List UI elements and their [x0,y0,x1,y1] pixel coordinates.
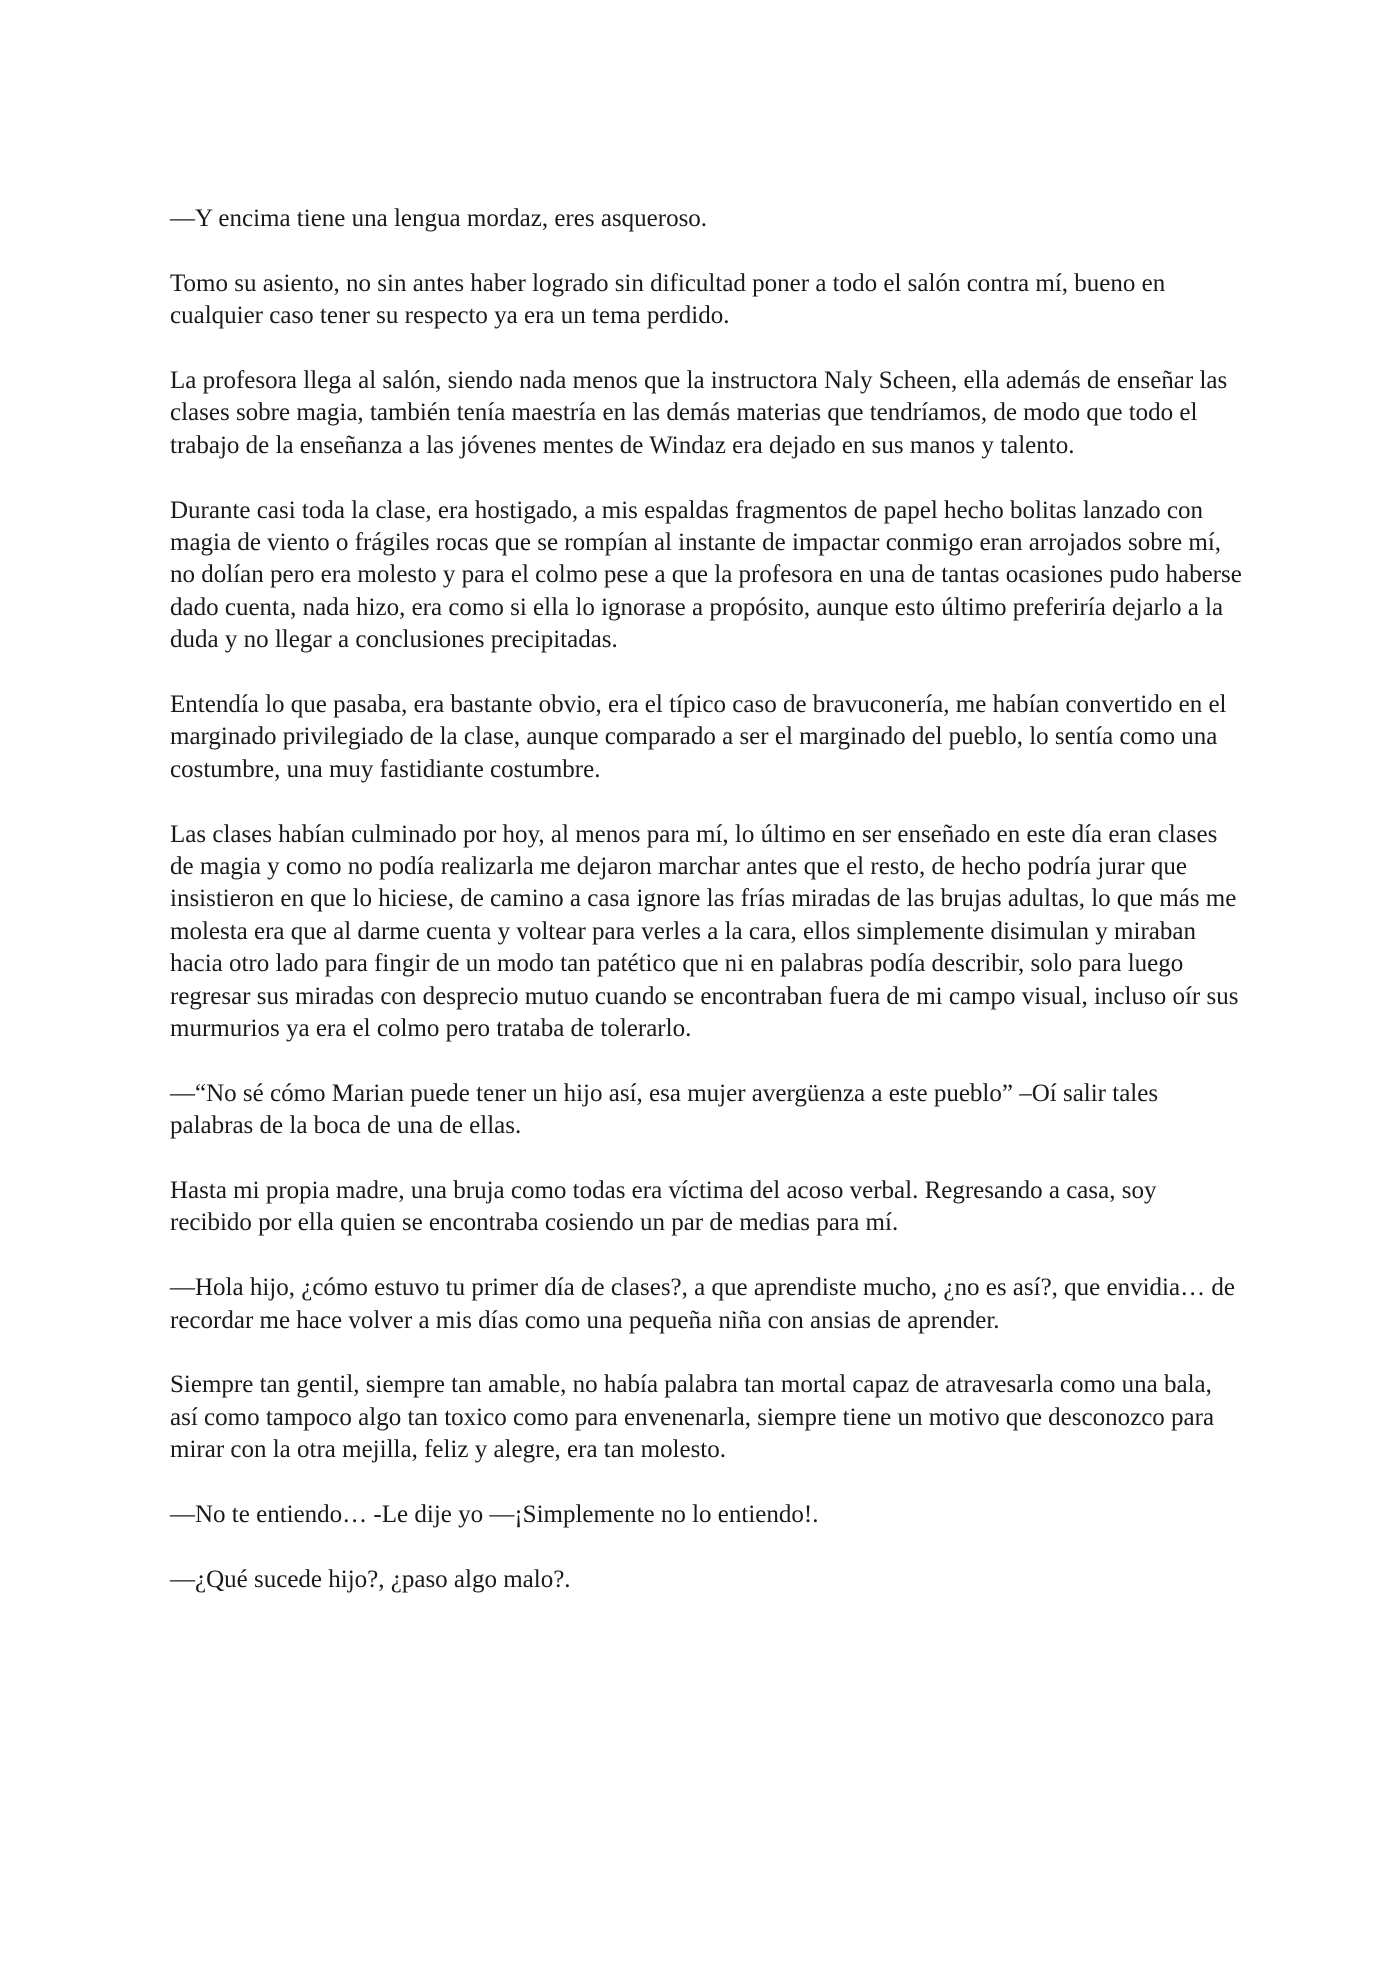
paragraph-mother-greeting: —Hola hijo, ¿cómo estuvo tu primer día de clases?, a que aprendiste mucho, ¿no es así?, que envidia… de recordar me hace volver a mis días como una pequeña niña con ansias de aprender. [170,1274,1235,1334]
paragraph-dialogue-confusion: —No te entiendo… -Le dije yo —¡Simplemente no lo entiendo!. [170,1501,819,1529]
paragraph-mother-kindness: Siempre tan gentil, siempre tan amable, no había palabra tan mortal capaz de atravesarla como una bala, así como tampoco algo tan toxico como para envenenarla, siempre tiene un motivo que desconozco para mirar con la otra mejilla, feliz y alegre, era tan molesto. [170,1371,1215,1464]
paragraph-teacher-arrives: La profesora llega al salón, siendo nada menos que la instructora Naly Scheen, ella además de enseñar las clases sobre magia, también tenía maestría en las demás materias que tendríamos, de modo que todo el trabajo de la enseñanza a las jóvenes mentes de Windaz era dejado en sus manos y talento. [170,367,1228,459]
paragraph-dialogue-question: —¿Qué sucede hijo?, ¿paso algo malo?. [170,1565,571,1593]
paragraph-bullying: Entendía lo que pasaba, era bastante obvio, era el típico caso de bravuconería, me habían convertido en el marginado privilegiado de la clase, aunque comparado a ser el marginado del pueblo, lo sentía como una costumbre, una muy fastidiante costumbre. [170,691,1227,783]
paragraph-overheard-quote: —“No sé cómo Marian puede tener un hijo así, esa mujer avergüenza a este pueblo” –Oí salir tales palabras de la boca de una de ellas. [170,1079,1159,1140]
document-body [170,203,1242,1629]
paragraph-classes-ended: Las clases habían culminado por hoy, al menos para mí, lo último en ser enseñado en este día eran clases de magia y como no podía realizarla me dejaron marchar antes que el resto, de hecho podría jurar que insistieron en que lo hiciese, de camino a casa ignore las frías miradas de las brujas adultas, lo que más me molesta era que al darme cuenta y voltear para verles a la cara, ellos simplemente disimulan y miraban hacia otro lado para fingir de un modo tan patético que ni en palabras podía describir, solo para luego regresar sus miradas con desprecio mutuo cuando se encontraban fuera de mi campo visual, incluso oír sus murmurios ya era el colmo pero trataba de tolerarlo. [170,820,1239,1043]
paragraph-harassment: Durante casi toda la clase, era hostigado, a mis espaldas fragmentos de papel hecho bolitas lanzado con magia de viento o frágiles rocas que se rompían al instante de impactar conmigo eran arrojados sobre mí, no dolían pero era molesto y para el colmo pese a que la profesora en una de tantas ocasiones pudo haberse dado cuenta, nada hizo, era como si ella lo ignorase a propósito, aunque esto último preferiría dejarlo a la duda y no llegar a conclusiones precipitadas. [170,496,1242,654]
paragraph-takes-seat: Tomo su asiento, no sin antes haber logrado sin dificultad poner a todo el salón contra mí, bueno en cualquier caso tener su respecto ya era un tema perdido. [170,269,1166,330]
paragraph-mother-harassed: Hasta mi propia madre, una bruja como todas era víctima del acoso verbal. Regresando a casa, soy recibido por ella quien se encontraba cosiendo un par de medias para mí. [170,1177,1157,1237]
paragraph-dialogue-insult: —Y encima tiene una lengua mordaz, eres asqueroso. [170,205,708,232]
